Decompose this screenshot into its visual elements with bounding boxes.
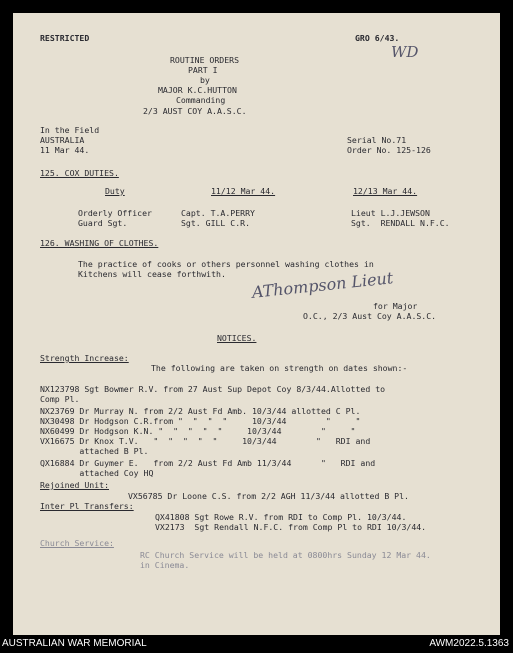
handwritten-wd-mark: WD <box>391 43 419 61</box>
order-number: Order No. 125-126 <box>347 145 431 155</box>
row1-duty: Orderly Officer <box>78 208 152 218</box>
archive-footer <box>0 635 513 653</box>
title-by: by <box>200 75 210 85</box>
notice-line: VX16675 Dr Knox T.V. " " " " " 10/3/44 " RDI and <box>40 436 371 446</box>
rejoined-heading: Rejoined Unit: <box>40 480 110 490</box>
title-commanding: Commanding <box>176 95 226 105</box>
cox-duties-heading: 125. COX DUTIES. <box>40 168 119 178</box>
washing-line-1: The practice of cooks or others personnel washing clothes in <box>78 259 374 269</box>
row2-duty: Guard Sgt. <box>78 218 128 228</box>
church-line-2: in Cinema. <box>140 560 190 570</box>
notice-line: NX60499 Dr Hodgson K.N. " " " " " 10/3/44 " " <box>40 426 356 436</box>
transfer-line-2: VX2173 Sgt Rendall N.F.C. from Comp Pl to RDI 10/3/44. <box>155 522 427 532</box>
document-page <box>13 13 500 635</box>
notice-line: NX23769 Dr Murray N. from 2/2 Aust Fd Amb. 10/3/44 allotted C Pl. <box>40 406 361 416</box>
notice-line: attached B Pl. <box>40 446 149 456</box>
row2-date2: Sgt. RENDALL N.F.C. <box>351 218 450 228</box>
notice-line: attached Coy HQ <box>40 468 154 478</box>
place-date: 11 Mar 44. <box>40 145 90 155</box>
notice-line: Comp Pl. <box>40 394 80 404</box>
row1-date2: Lieut L.J.JEWSON <box>351 208 430 218</box>
notices-heading: NOTICES. <box>217 333 257 343</box>
notice-line: NX30498 Dr Hodgson C.R.from " " " " 10/3/44 " " <box>40 416 361 426</box>
place-line-1: In the Field <box>40 125 100 135</box>
title-major: MAJOR K.C.HUTTON <box>158 85 237 95</box>
transfers-heading: Inter Pl Transfers: <box>40 501 134 511</box>
col-date1-header: 11/12 Mar 44. <box>211 186 276 196</box>
church-heading: Church Service: <box>40 538 114 548</box>
footer-institution: AUSTRALIAN WAR MEMORIAL <box>2 638 147 649</box>
col-date2-header: 12/13 Mar 44. <box>353 186 418 196</box>
gro-number: GRO 6/43. <box>355 33 400 43</box>
row1-date1: Capt. T.A.PERRY <box>181 208 255 218</box>
title-routine-orders: ROUTINE ORDERS <box>170 55 240 65</box>
col-duty-header: Duty <box>105 186 125 196</box>
notice-line: QX16884 Dr Guymer E. from 2/2 Aust Fd Amb 11/3/44 " RDI and <box>40 458 376 468</box>
strength-intro: The following are taken on strength on dates shown:- <box>151 363 408 373</box>
rejoined-line: VX56785 Dr Loone C.S. from 2/2 AGH 11/3/44 allotted B Pl. <box>128 491 409 501</box>
notice-line: NX123798 Sgt Bowmer R.V. from 27 Aust Sup Depot Coy 8/3/44.Allotted to <box>40 384 386 394</box>
footer-accession-number: AWM2022.5.1363 <box>429 638 509 649</box>
washing-heading: 126. WASHING OF CLOTHES. <box>40 238 159 248</box>
strength-heading: Strength Increase: <box>40 353 129 363</box>
church-line-1: RC Church Service will be held at 0800hrs Sunday 12 Mar 44. <box>140 550 431 560</box>
place-line-2: AUSTRALIA <box>40 135 85 145</box>
handwritten-signature: AThompson Lieut <box>251 268 395 302</box>
title-unit: 2/3 AUST COY A.A.S.C. <box>143 106 247 116</box>
signature-title: O.C., 2/3 Aust Coy A.A.S.C. <box>303 311 437 321</box>
washing-line-2: Kitchens will cease forthwith. <box>78 269 226 279</box>
row2-date1: Sgt. GILL C.R. <box>181 218 251 228</box>
serial-number: Serial No.71 <box>347 135 407 145</box>
transfer-line-1: QX41808 Sgt Rowe R.V. from RDI to Comp Pl. 10/3/44. <box>155 512 407 522</box>
title-part: PART I <box>188 65 218 75</box>
restricted-label: RESTRICTED <box>40 33 90 43</box>
signature-for: for Major <box>373 301 418 311</box>
